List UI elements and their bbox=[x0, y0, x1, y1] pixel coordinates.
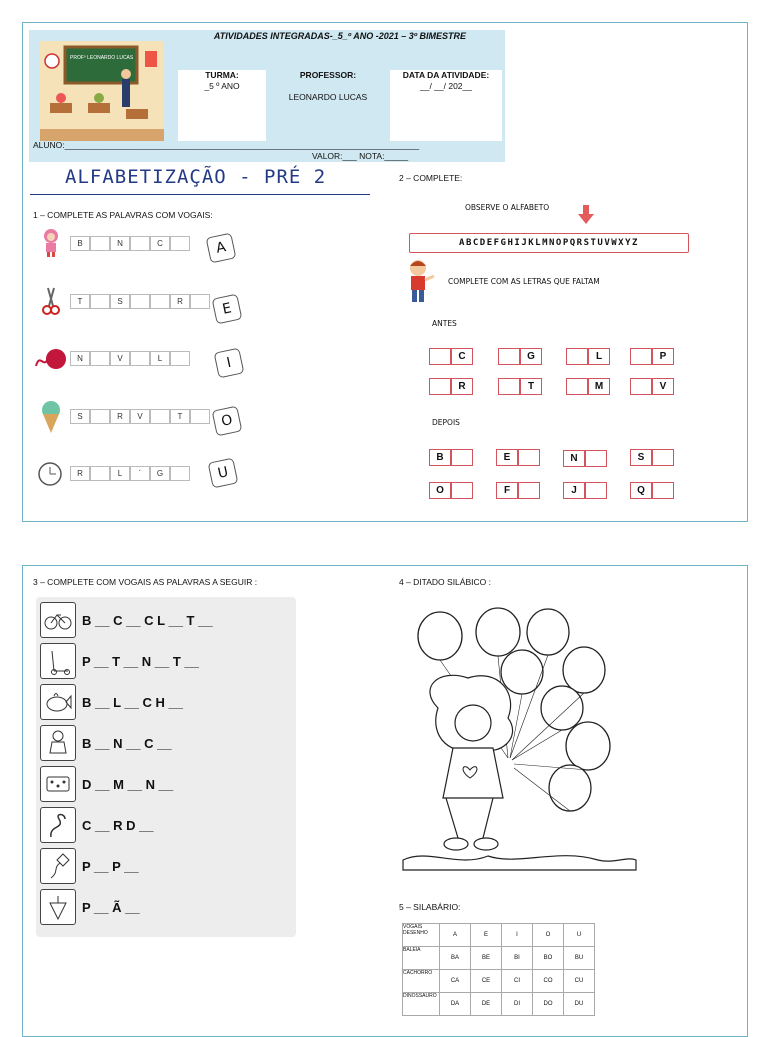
vowel-tile-i: I bbox=[214, 348, 245, 379]
q1-cell: T bbox=[170, 409, 190, 424]
q3-word[interactable]: B __ C __ C L __ T __ bbox=[82, 612, 213, 628]
answer-box[interactable] bbox=[451, 482, 473, 499]
q1-cell: S bbox=[110, 294, 130, 309]
alphabet-strip: ABCDEFGHIJKLMNOPQRSTUVWXYZ bbox=[409, 233, 689, 253]
given-letter: B bbox=[429, 449, 451, 466]
vowel-header: U bbox=[564, 924, 595, 947]
answer-box[interactable] bbox=[566, 348, 588, 365]
clock-icon bbox=[36, 461, 64, 487]
answer-box[interactable] bbox=[566, 378, 588, 395]
answer-box[interactable] bbox=[518, 449, 540, 466]
boy-icon bbox=[402, 258, 436, 304]
answer-box[interactable] bbox=[585, 482, 607, 499]
q1-word-row-1 bbox=[70, 236, 190, 251]
antes-pair bbox=[566, 348, 610, 365]
depois-pair bbox=[563, 450, 607, 467]
q1-cell: N bbox=[110, 236, 130, 251]
turma-value: _5 º ANO bbox=[204, 81, 240, 91]
given-letter: F bbox=[496, 482, 518, 499]
answer-box[interactable] bbox=[498, 348, 520, 365]
syllable-cell: CI bbox=[502, 970, 533, 993]
q3-row bbox=[40, 807, 154, 843]
q3-row bbox=[40, 725, 172, 761]
answer-box[interactable] bbox=[451, 449, 473, 466]
corner-cell bbox=[403, 924, 440, 947]
data-value: __/ __/ 202__ bbox=[420, 81, 472, 91]
q1-cell[interactable] bbox=[90, 409, 110, 424]
vowel-header: I bbox=[502, 924, 533, 947]
depois-pair bbox=[630, 449, 674, 466]
syllable-cell: DO bbox=[533, 993, 564, 1016]
q5-title: 5 – SILABÁRIO: bbox=[399, 902, 461, 912]
q1-cell: R bbox=[70, 466, 90, 481]
rope-icon bbox=[40, 807, 76, 843]
q1-word-row-3 bbox=[70, 351, 190, 366]
syllable-cell: BU bbox=[564, 947, 595, 970]
q1-cell: T bbox=[70, 294, 90, 309]
antes-pair bbox=[429, 378, 473, 395]
doll-icon bbox=[38, 228, 64, 258]
corner-vogais: VOGAIS bbox=[403, 924, 423, 930]
answer-box[interactable] bbox=[652, 482, 674, 499]
q3-word[interactable]: B __ N __ C __ bbox=[82, 735, 172, 751]
q1-cell[interactable] bbox=[90, 351, 110, 366]
vowel-tile-u: U bbox=[208, 458, 239, 489]
row-label-cachorro: CACHORRO bbox=[403, 970, 440, 993]
spinning-top-icon bbox=[40, 889, 76, 925]
q1-cell[interactable] bbox=[170, 236, 190, 251]
syllable-cell: CU bbox=[564, 970, 595, 993]
answer-box[interactable] bbox=[585, 450, 607, 467]
q1-title: 1 – COMPLETE AS PALAVRAS COM VOGAIS: bbox=[33, 210, 213, 220]
row-label-dinossauro: DINOSSAURO bbox=[403, 993, 440, 1016]
depois-pair bbox=[429, 449, 473, 466]
syllable-cell: DI bbox=[502, 993, 533, 1016]
syllable-cell: DA bbox=[440, 993, 471, 1016]
q1-cell: L bbox=[150, 351, 170, 366]
syllable-cell: BE bbox=[471, 947, 502, 970]
given-letter: L bbox=[588, 348, 610, 365]
depois-pair bbox=[630, 482, 674, 499]
answer-box[interactable] bbox=[518, 482, 540, 499]
whale-icon bbox=[40, 684, 76, 720]
scooter-icon bbox=[40, 643, 76, 679]
q1-cell: R bbox=[170, 294, 190, 309]
row-label-baleia: BALEIA bbox=[403, 947, 440, 970]
arrow-down-icon bbox=[578, 205, 594, 225]
ice-cream-icon bbox=[40, 400, 62, 434]
q1-word-row-4 bbox=[70, 409, 210, 424]
data-label: DATA DA ATIVIDADE: bbox=[402, 70, 490, 80]
valor-nota: VALOR:___ NOTA:_____ bbox=[312, 151, 409, 161]
syllable-cell: BA bbox=[440, 947, 471, 970]
q1-cell[interactable] bbox=[90, 294, 110, 309]
answer-box[interactable] bbox=[630, 378, 652, 395]
depois-label: DEPOIS bbox=[432, 418, 460, 427]
antes-pair bbox=[566, 378, 610, 395]
given-letter: N bbox=[563, 450, 585, 467]
title-underline bbox=[30, 194, 370, 195]
q1-cell: ´ bbox=[130, 466, 150, 481]
given-letter: P bbox=[652, 348, 674, 365]
q1-word-row-2 bbox=[70, 294, 210, 309]
depois-pair bbox=[429, 482, 473, 499]
antes-pair bbox=[498, 378, 542, 395]
syllable-cell: CE bbox=[471, 970, 502, 993]
q1-cell[interactable] bbox=[150, 294, 170, 309]
classroom-illustration bbox=[40, 41, 164, 141]
q4-title: 4 – DITADO SILÁBICO : bbox=[399, 577, 491, 587]
syllable-cell: DU bbox=[564, 993, 595, 1016]
q3-word[interactable]: B __ L __ C H __ bbox=[82, 694, 183, 710]
q3-word[interactable]: C __ R D __ bbox=[82, 817, 154, 833]
given-letter: Q bbox=[630, 482, 652, 499]
antes-pair bbox=[630, 348, 674, 365]
dominoes-icon bbox=[40, 766, 76, 802]
given-letter: J bbox=[563, 482, 585, 499]
syllable-cell: DE bbox=[471, 993, 502, 1016]
q1-cell: V bbox=[110, 351, 130, 366]
balloon-girl-illustration bbox=[398, 598, 638, 888]
given-letter: M bbox=[588, 378, 610, 395]
q1-cell[interactable] bbox=[190, 294, 210, 309]
q1-word-row-5 bbox=[70, 466, 190, 481]
q1-cell: S bbox=[70, 409, 90, 424]
main-title: ALFABETIZAÇÃO - PRÉ 2 bbox=[65, 166, 327, 188]
q1-cell: L bbox=[110, 466, 130, 481]
answer-box[interactable] bbox=[429, 378, 451, 395]
q2-instruction: COMPLETE COM AS LETRAS QUE FALTAM bbox=[448, 277, 600, 286]
vowel-header: E bbox=[471, 924, 502, 947]
q1-cell: V bbox=[130, 409, 150, 424]
q2-title: 2 – COMPLETE: bbox=[399, 173, 463, 183]
q3-row bbox=[40, 643, 199, 679]
depois-pair bbox=[496, 482, 540, 499]
q3-word[interactable]: D __ M __ N __ bbox=[82, 776, 174, 792]
given-letter: O bbox=[429, 482, 451, 499]
q1-cell[interactable] bbox=[130, 294, 150, 309]
q3-word[interactable]: P __ T __ N __ T __ bbox=[82, 653, 199, 669]
aluno-line: ALUNO:___________________________________________________________________________ bbox=[33, 140, 420, 150]
q1-cell: R bbox=[110, 409, 130, 424]
q3-title: 3 – COMPLETE COM VOGAIS AS PALAVRAS A SEGUIR : bbox=[33, 577, 258, 587]
vowel-tile-o: O bbox=[212, 406, 243, 437]
turma-label: TURMA: bbox=[205, 70, 239, 80]
answer-box[interactable] bbox=[498, 378, 520, 395]
syllable-cell: BO bbox=[533, 947, 564, 970]
given-letter: G bbox=[520, 348, 542, 365]
q3-row bbox=[40, 889, 140, 925]
syllable-cell: CA bbox=[440, 970, 471, 993]
q1-cell[interactable] bbox=[170, 351, 190, 366]
q3-word[interactable]: P __ P __ bbox=[82, 858, 139, 874]
corner-desenho: DESENHO bbox=[403, 930, 428, 936]
board-text: PROFº LEONARDO LUCAS bbox=[70, 55, 134, 61]
q1-cell[interactable] bbox=[170, 466, 190, 481]
scissors-icon bbox=[40, 286, 62, 316]
given-letter: S bbox=[630, 449, 652, 466]
q1-cell[interactable] bbox=[90, 236, 110, 251]
q1-cell[interactable] bbox=[190, 409, 210, 424]
yarn-icon bbox=[34, 346, 68, 372]
q1-cell: B bbox=[70, 236, 90, 251]
given-letter: T bbox=[520, 378, 542, 395]
antes-pair bbox=[429, 348, 473, 365]
syllabary-table bbox=[402, 923, 595, 1016]
vowel-header: O bbox=[533, 924, 564, 947]
given-letter: V bbox=[652, 378, 674, 395]
syllable-cell: BI bbox=[502, 947, 533, 970]
header-title: ATIVIDADES INTEGRADAS-_5_º ANO -2021 – 3º BIMESTRE bbox=[213, 31, 467, 41]
q3-row bbox=[40, 766, 173, 802]
depois-pair bbox=[563, 482, 607, 499]
q3-row bbox=[40, 684, 183, 720]
professor-label: PROFESSOR: bbox=[299, 70, 357, 80]
q1-cell: C bbox=[150, 236, 170, 251]
q1-cell[interactable] bbox=[90, 466, 110, 481]
vowel-tile-a: A bbox=[206, 233, 237, 264]
syllable-cell: CO bbox=[533, 970, 564, 993]
doll-icon bbox=[40, 725, 76, 761]
antes-label: ANTES bbox=[432, 319, 457, 328]
q1-cell[interactable] bbox=[130, 236, 150, 251]
kite-icon bbox=[40, 848, 76, 884]
given-letter: C bbox=[451, 348, 473, 365]
q1-cell: G bbox=[150, 466, 170, 481]
vowel-tile-e: E bbox=[212, 294, 243, 325]
antes-pair bbox=[498, 348, 542, 365]
depois-pair bbox=[496, 449, 540, 466]
antes-pair bbox=[630, 378, 674, 395]
q1-cell[interactable] bbox=[150, 409, 170, 424]
bicycle-icon bbox=[40, 602, 76, 638]
q3-row bbox=[40, 848, 139, 884]
professor-value: LEONARDO LUCAS bbox=[288, 92, 368, 102]
answer-box[interactable] bbox=[630, 348, 652, 365]
given-letter: E bbox=[496, 449, 518, 466]
given-letter: R bbox=[451, 378, 473, 395]
q1-cell: N bbox=[70, 351, 90, 366]
q1-cell[interactable] bbox=[130, 351, 150, 366]
q3-word[interactable]: P __ Ã __ bbox=[82, 899, 140, 915]
q2-observe: OBSERVE O ALFABETO bbox=[465, 203, 550, 212]
q3-row bbox=[40, 602, 213, 638]
vowel-header: A bbox=[440, 924, 471, 947]
answer-box[interactable] bbox=[429, 348, 451, 365]
answer-box[interactable] bbox=[652, 449, 674, 466]
